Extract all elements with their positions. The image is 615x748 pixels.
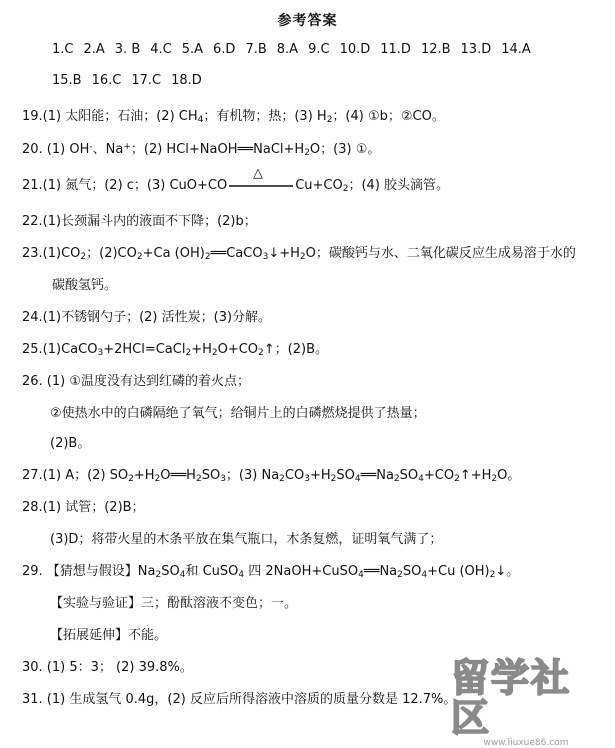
mc-answer: 10.D — [339, 42, 371, 57]
answer-21: 21.(1) 氮气；(2) c；(3) CuO+CO △ $Cu+CO_2$；(4) 胶头滴管。 — [22, 167, 450, 194]
mc-answer: 11.D — [380, 42, 411, 57]
mc-answers-row-2 — [52, 73, 615, 88]
heat-triangle-icon — [227, 167, 295, 191]
answer-29-line-3: 【拓展延伸】不能。 — [50, 628, 168, 643]
mc-answer: 6.D — [213, 42, 236, 57]
answer-26-line-3: (2)B。 — [50, 436, 91, 451]
site-watermark-logo: 留学社区 www.liuxue86.com — [451, 656, 572, 748]
answer-24: 24.(1)不锈钢勺子；(2) 活性炭；(3)分解。 — [22, 310, 272, 325]
mc-answer: 1.C — [52, 42, 74, 57]
answer-27: 27.(1) A；(2) $SO_2+H_2O══H_2SO_3$；(3) $Na_2CO_3+H_2SO_4══Na_2SO_4+CO_2↑+H_2O$。 — [22, 468, 521, 484]
svg-text:△: △ — [253, 167, 264, 181]
mc-answer: 7.B — [245, 42, 267, 57]
mc-answer: 15.B — [52, 73, 82, 88]
answer-26: 26. (1) ①温度没有达到红磷的着火点； — [22, 374, 251, 389]
answer-26-line-2: ②使热水中的白磷隔绝了氧气；给铜片上的白磷燃烧提供了热量； — [50, 406, 426, 421]
answer-28: 28.(1) 试管；(2)B； — [22, 500, 145, 515]
mc-answers-row-1 — [52, 42, 615, 57]
answer-19: 19.(1) 太阳能；石油；(2) $CH_4$；有机物；热；(3) $H_2$；(4) ①b；②CO。 — [22, 109, 445, 125]
mc-answer: 9.C — [308, 42, 330, 57]
heat-condition-arrow — [227, 167, 295, 191]
mc-answer: 13.D — [460, 42, 492, 57]
mc-answer: 3. B — [114, 42, 141, 57]
mc-answer: 14.A — [501, 42, 531, 57]
answer-23: $23.(1)CO_2$；$(2)CO_2+Ca$ $(OH)_2══CaCO_3↓+H_2O$；碳酸钙与水、二氧化碳反应生成易溶于水的 — [22, 246, 576, 262]
mc-answer: 16.C — [91, 73, 122, 88]
answer-28-line-2: (3)D；将带火星的木条平放在集气瓶口，木条复燃，证明氧气满了； — [50, 532, 443, 547]
mc-answer: 18.D — [171, 73, 202, 88]
mc-answer: 12.B — [420, 42, 451, 57]
mc-answer: 2.A — [83, 42, 105, 57]
mc-answer: 8.A — [276, 42, 299, 57]
answer-30: 30. (1) 5：3； (2) 39.8%。 — [22, 660, 193, 675]
mc-answer: 5.A — [181, 42, 204, 57]
mc-answer: 4.C — [150, 42, 172, 57]
answer-23-cont: 碳酸氢钙。 — [52, 278, 118, 293]
mc-answer: 17.C — [131, 73, 162, 88]
answer-22: 22.(1)长颈漏斗内的液面不下降；(2)b； — [22, 214, 257, 229]
answer-25: $25.(1)CaCO_3+2HCl=CaCl_2+H_2O+CO_2↑$；(2)B。 — [22, 342, 328, 358]
answer-20: 20. (1) OH-、Na+；(2) $HCl+NaOH══NaCl+H_2O$；(3) ①。 — [22, 142, 381, 158]
answer-31: 31. (1) 生成氢气 0.4g，(2) 反应后所得溶液中溶质的质量分数是 12.7%。 — [22, 692, 457, 707]
answer-29: 29. 【猜想与假设】$Na_2SO_4$和 CuSO$_4$ 四 $2NaOH+CuSO_4══Na_2SO_4+Cu$ $(OH)_2↓$。 — [22, 564, 520, 580]
answer-29-line-2: 【实验与验证】三；酚酞溶液不变色；一。 — [50, 596, 298, 611]
page-title: 参考答案 — [277, 13, 338, 29]
